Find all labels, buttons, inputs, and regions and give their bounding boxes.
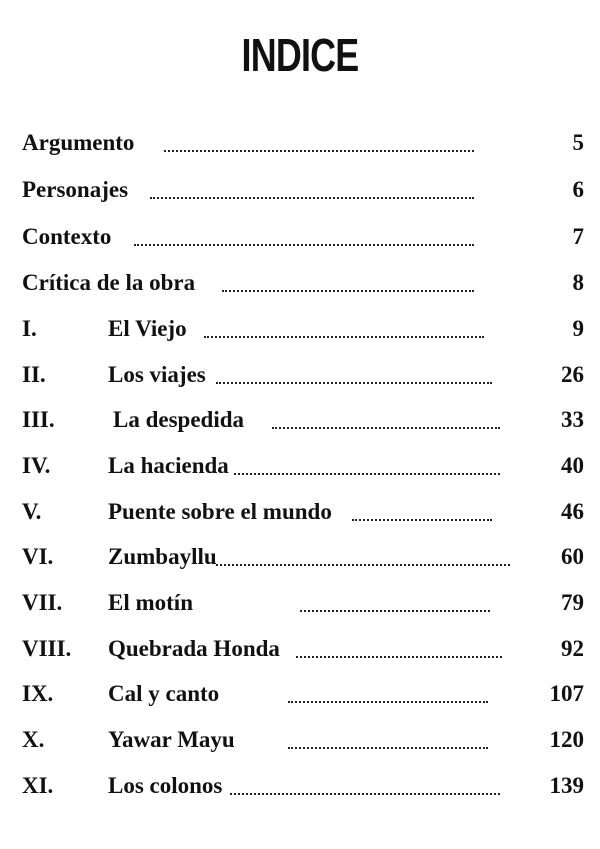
toc-entry <box>22 314 584 344</box>
toc-entry <box>22 175 584 205</box>
entry-title: Puente sobre el mundo <box>108 499 332 524</box>
chapter-numeral: IX. <box>22 681 54 706</box>
entry-title: Crítica de la obra <box>22 270 196 295</box>
entry-title: Los colonos <box>108 773 223 798</box>
toc-entry <box>22 222 584 252</box>
entry-title: El Viejo <box>108 316 187 341</box>
page-number: 120 <box>549 727 584 752</box>
dot-leader <box>352 519 492 521</box>
chapter-numeral: V. <box>22 499 42 524</box>
dot-leader <box>204 336 484 338</box>
toc-entry <box>22 725 584 755</box>
entry-title: El motín <box>108 590 193 615</box>
entry-title: Los viajes <box>108 362 206 387</box>
entry-title: Argumento <box>22 130 135 155</box>
page-number: 5 <box>572 130 584 155</box>
dot-leader <box>288 747 488 749</box>
toc-entry <box>22 542 584 572</box>
entry-title: Personajes <box>22 177 129 202</box>
entry-title: La despedida <box>113 407 245 432</box>
page-number: 40 <box>561 453 584 478</box>
page-number: 9 <box>572 316 584 341</box>
chapter-numeral: II. <box>22 362 46 387</box>
entry-title: Zumbayllu <box>108 544 217 569</box>
toc-entry <box>22 497 584 527</box>
page-number: 139 <box>549 773 584 798</box>
dot-leader <box>222 290 474 292</box>
toc-entry <box>22 771 584 801</box>
dot-leader <box>164 150 474 152</box>
page-number: 79 <box>561 590 584 615</box>
toc-entry <box>22 451 584 481</box>
page-number: 92 <box>561 636 584 661</box>
page-number: 33 <box>561 407 584 432</box>
toc-entry <box>22 634 584 664</box>
chapter-numeral: X. <box>22 727 45 752</box>
entry-title: Contexto <box>22 224 112 249</box>
page-number: 46 <box>561 499 584 524</box>
toc-entry <box>22 405 584 435</box>
toc-entry <box>22 268 584 298</box>
toc-entry <box>22 128 584 158</box>
page-number: 7 <box>572 224 584 249</box>
page-number: 6 <box>572 177 584 202</box>
dot-leader <box>288 701 488 703</box>
page-number: 26 <box>561 362 584 387</box>
page-number: 8 <box>572 270 584 295</box>
chapter-numeral: VII. <box>22 590 63 615</box>
dot-leader <box>134 244 474 246</box>
entry-title: La hacienda <box>108 453 229 478</box>
entry-title: Yawar Mayu <box>108 727 235 752</box>
toc-entry <box>22 360 584 390</box>
chapter-numeral: VIII. <box>22 636 72 661</box>
dot-leader <box>216 564 510 566</box>
toc-entry <box>22 679 584 709</box>
chapter-numeral: III. <box>22 407 55 432</box>
dot-leader <box>216 382 492 384</box>
chapter-numeral: XI. <box>22 773 54 798</box>
dot-leader <box>272 427 500 429</box>
dot-leader <box>234 473 500 475</box>
chapter-numeral: VI. <box>22 544 54 569</box>
toc-entry <box>22 588 584 618</box>
page-title: INDICE <box>241 29 359 81</box>
entry-title: Quebrada Honda <box>108 636 280 661</box>
dot-leader <box>230 793 500 795</box>
page-number: 107 <box>549 681 584 706</box>
entry-title: Cal y canto <box>108 681 220 706</box>
dot-leader <box>296 656 502 658</box>
chapter-numeral: IV. <box>22 453 51 478</box>
dot-leader <box>150 197 474 199</box>
dot-leader <box>300 610 490 612</box>
page-number: 60 <box>561 544 584 569</box>
chapter-numeral: I. <box>22 316 37 341</box>
